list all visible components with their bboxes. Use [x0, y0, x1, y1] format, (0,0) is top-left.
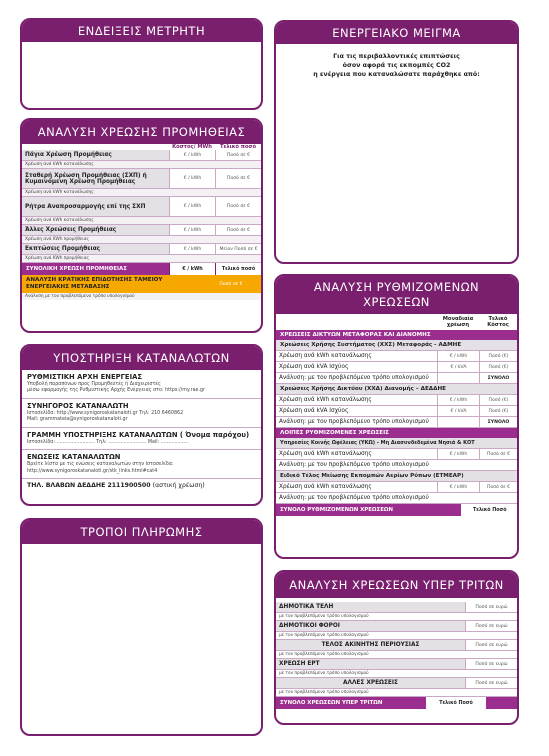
regulated-charges-panel — [274, 274, 519, 559]
third-party-row: ΔΗΜΟΤΙΚΑ ΤΕΛΗ Ποσό σε ευρώ — [276, 602, 517, 613]
supply-row: Ρήτρα Αναπροσαρμογής επί της ΣΧΠ € / kWh Ποσό σε € — [22, 197, 261, 217]
supply-row: Πάγια Χρέωση Προμήθειας € / kWh Ποσό σε € — [22, 150, 261, 161]
energy-mix-title: ΕΝΕΡΓΕΙΑΚΟ ΜΕΙΓΜΑ — [276, 22, 517, 44]
third-party-row: ΤΕΛΟΣ ΑΚΙΝΗΤΗΣ ΠΕΡΙΟΥΣΙΑΣ Ποσό σε ευρώ — [276, 640, 517, 651]
yko-heading: Υπηρεσίες Κοινής Ωφέλειας (ΥΚΩ) - Μη Διασυνδεδεμένα Νησιά & ΚΟΤ — [276, 438, 517, 449]
consumer-support-title: ΥΠΟΣΤΗΡΙΞΗ ΚΑΤΑΝΑΛΩΤΩΝ — [22, 346, 261, 370]
supply-column-headers: Κόστος/ MWh Τελικό ποσό — [22, 144, 261, 150]
supply-charges-title: ΑΝΑΛΥΣΗ ΧΡΕΩΣΗΣ ΠΡΟΜΗΘΕΙΑΣ — [22, 120, 261, 144]
distribution-row: Χρέωση ανά kWh κατανάλωσης € / kWh Ποσό (€) — [276, 395, 517, 406]
distribution-heading: Χρεώσεις Χρήσης Δικτύου (ΧΧΔ) Διανομής – ΔΕΔΔΗΕ — [276, 384, 517, 395]
third-party-total-row: ΣΥΝΟΛΟ ΧΡΕΩΣΕΩΝ ΥΠΕΡ ΤΡΙΤΩΝ Τελικό Ποσό — [276, 697, 517, 709]
transmission-heading: Χρεώσεις Χρήσης Συστήματος (ΧΧΣ) Μεταφοράς - ΑΔΜΗΕ — [276, 340, 517, 351]
energy-mix-intro: Για τις περιβαλλοντικές επιπτώσεις όσον αφορά τις εκπομπές CO2 η ενέργεια που καταναλώσατε παράχθηκε από: — [313, 53, 480, 79]
yko-row: Χρέωση ανά kWh κατανάλωσης € / kWh Ποσό σε € — [276, 449, 517, 460]
consumer-support-panel — [20, 344, 263, 506]
third-party-charges-title: ΑΝΑΛΥΣΗ ΧΡΕΩΣΕΩΝ ΥΠΕΡ ΤΡΙΤΩΝ — [276, 572, 517, 598]
support-block-provider-line: ΓΡΑΜΜΗ ΥΠΟΣΤΗΡΙΞΗΣ ΚΑΤΑΝΑΛΩΤΩΝ ( Όνομα παρόχου) Ιστοσελίδα: ......................... Τηλ: ......................... Mail: .................. — [22, 428, 261, 450]
network-charges-bar: ΧΡΕΩΣΕΙΣ ΔΙΚΤΥΩΝ ΜΕΤΑΦΟΡΑΣ ΚΑΙ ΔΙΑΝΟΜΗΣ — [276, 330, 517, 340]
transmission-row: Χρέωση ανά kVA Ισχύος € / kVA Ποσό (€) — [276, 362, 517, 373]
payment-methods-panel — [20, 518, 263, 736]
regulated-column-headers: Μοναδιαία χρέωση Τελικό Κόστος — [442, 315, 509, 329]
support-block-unions: ΕΝΩΣΕΙΣ ΚΑΤΑΝΑΛΩΤΩΝ Βρείτε λίστα με τις ενώσεις καταναλωτών στην Ιστοσελίδα: http://www.synigoroskatanaloti.gr/stk_links.html#cat4 — [22, 450, 261, 479]
supply-row: Εκπτώσεις Προμήθειας € / kWh Μείον Ποσό σε € — [22, 244, 261, 255]
distribution-total-row: Ανάλυση: με τον προβλεπόμενο τρόπο υπολογισμού ΣΥΝΟΛΟ — [276, 417, 517, 428]
etmear-row: Χρέωση ανά kWh κατανάλωσης € / kWh Ποσό σε € — [276, 482, 517, 493]
payment-methods-title: ΤΡΟΠΟΙ ΠΛΗΡΩΜΗΣ — [22, 520, 261, 544]
distribution-row: Χρέωση ανά kVA Ισχύος € / kVA Ποσό (€) — [276, 406, 517, 417]
supply-charges-panel: ΑΝΑΛΥΣΗ ΧΡΕΩΣΗΣ ΠΡΟΜΗΘΕΙΑΣ Κόστος/ MWh Τελικό ποσό Πάγια Χρέωση Προμήθειας € / kWh Ποσό σε € Χρέωση ανά kWh κατανάλωσης Σταθερή Χρέωση Προμήθειας (ΣΧΠ) ή Κυμαινόμενη Χρέωση Προμήθειας € / kWh Ποσό σε € Χρέωση ανά kWh κατανάλωσης Ρήτρα Αναπροσαρμογής επί της ΣΧΠ € / kWh Ποσό σε € Χρέωση ανά kWh κατανάλωσης Άλλες Χρεώσεις Προμήθειας € / kWh Ποσό σε € Χρέωση ανά KWh προμήθειας Εκπτώσεις Προμήθειας € / kWh Μείον Ποσό σε € Χρέωση ανά KWh προμήθειας ΣΥΝΟΛΙΚΗ ΧΡΕΩΣΗ ΠΡΟΜΗΘΕΙΑΣ € / kWh Τελικό ποσό ΑΝΑΛΥΣΗ ΚΡΑΤΙΚΗΣ ΕΠΙΔΟΤΗΣΗΣ ΤΑΜΕΙΟΥ ΕΝΕΡΓΕΙΑΚΗΣ ΜΕΤΑΒΑΣΗΣ Ποσό σε € Ανάλυση με τον προβλεπόμενο τρόπο υπολογισμού — [20, 118, 263, 333]
support-block-rae: ΡΥΘΜΙΣΤΙΚΗ ΑΡΧΗ ΕΝΕΡΓΕΙΑΣ Υποβολή παραπόνων προς Προμηθευτές ή Διαχειριστές μέσω εφαρμογής της Ρυθμιστικής Αρχής Ενέργειας στο: https://my.rae.gr — [22, 370, 261, 399]
subsidy-row: ΑΝΑΛΥΣΗ ΚΡΑΤΙΚΗΣ ΕΠΙΔΟΤΗΣΗΣ ΤΑΜΕΙΟΥ ΕΝΕΡΓΕΙΑΚΗΣ ΜΕΤΑΒΑΣΗΣ Ποσό σε € — [22, 275, 261, 293]
third-party-charges-panel: ΑΝΑΛΥΣΗ ΧΡΕΩΣΕΩΝ ΥΠΕΡ ΤΡΙΤΩΝ ΔΗΜΟΤΙΚΑ ΤΕΛΗ Ποσό σε ευρώ με τον προβλεπόμενο τρόπο υπολογισμού ΔΗΜΟΤΙΚΟΙ ΦΟΡΟΙ Ποσό σε ευρώ με τον προβλεπόμενο τρόπο υπολογισμού ΤΕΛΟΣ ΑΚΙΝΗΤΗΣ ΠΕΡΙΟΥΣΙΑΣ Ποσό σε ευρώ με τον προβλεπόμενο τρόπο υπολογισμού ΧΡΕΩΣΗ ΕΡΤ Ποσό σε ευρώ με τον προβλεπόμενο τρόπο υπολογισμού ΑΛΛΕΣ ΧΡΕΩΣΕΙΣ Ποσό σε ευρώ με τον προβλεπόμενο τρόπο υπολογισμού ΣΥΝΟΛΟ ΧΡΕΩΣΕΩΝ ΥΠΕΡ ΤΡΙΤΩΝ Τελικό Ποσό — [274, 570, 519, 725]
third-party-row: ΔΗΜΟΤΙΚΟΙ ΦΟΡΟΙ Ποσό σε ευρώ — [276, 621, 517, 632]
regulated-total-row: ΣΥΝΟΛΟ ΡΥΘΜΙΖΟΜΕΝΩΝ ΧΡΕΩΣΕΩΝ Τελικό Ποσό — [276, 504, 517, 516]
supply-row: Άλλες Χρεώσεις Προμήθειας € / kWh Ποσό σε € — [22, 225, 261, 236]
energy-mix-panel — [274, 20, 519, 264]
support-block-ombudsman: ΣΥΝΗΓΟΡΟΣ ΚΑΤΑΝΑΛΩΤΗ Ιστοσελίδα: http://www.synigoroskatanaloti.gr Τηλ: 210 6460862 Mail: grammateia@synigoroskatanaloti.gr — [22, 399, 261, 428]
etmear-analysis-row: Ανάλυση: με τον προβλεπόμενο τρόπο υπολογισμού — [276, 493, 517, 504]
transmission-row: Χρέωση ανά kWh κατανάλωσης € / kWh Ποσό (€) — [276, 351, 517, 362]
meter-readings-panel — [20, 18, 263, 110]
damage-hotline: ΤΗΛ. ΒΛΑΒΩΝ ΔΕΔΔΗΕ 2111900500 (αστική χρέωση) — [27, 482, 205, 490]
etmear-heading: Ειδικό Τέλος Μείωσης Εκπομπών Αερίων Ρύπων (ΕΤΜΕΑΡ) — [276, 471, 517, 482]
third-party-row: ΧΡΕΩΣΗ ΕΡΤ Ποσό σε ευρώ — [276, 659, 517, 670]
supply-total-row: ΣΥΝΟΛΙΚΗ ΧΡΕΩΣΗ ΠΡΟΜΗΘΕΙΑΣ € / kWh Τελικό ποσό — [22, 263, 261, 275]
regulated-charges-title: ΑΝΑΛΥΣΗ ΡΥΘΜΙΖΟΜΕΝΩΝ ΧΡΕΩΣΕΩΝ — [276, 276, 517, 314]
meter-readings-title: ΕΝΔΕΙΞΕΙΣ ΜΕΤΡΗΤΗ — [22, 20, 261, 42]
other-regulated-bar: ΛΟΙΠΕΣ ΡΥΘΜΙΖΟΜΕΝΕΣ ΧΡΕΩΣΕΙΣ — [276, 428, 517, 438]
third-party-row: ΑΛΛΕΣ ΧΡΕΩΣΕΙΣ Ποσό σε ευρώ — [276, 678, 517, 689]
transmission-total-row: Ανάλυση: με τον προβλεπόμενο τρόπο υπολογισμού ΣΥΝΟΛΟ — [276, 373, 517, 384]
yko-analysis-row: Ανάλυση: με τον προβλεπόμενο τρόπο υπολογισμού — [276, 460, 517, 471]
supply-row: Σταθερή Χρέωση Προμήθειας (ΣΧΠ) ή Κυμαινόμενη Χρέωση Προμήθειας € / kWh Ποσό σε € — [22, 169, 261, 189]
